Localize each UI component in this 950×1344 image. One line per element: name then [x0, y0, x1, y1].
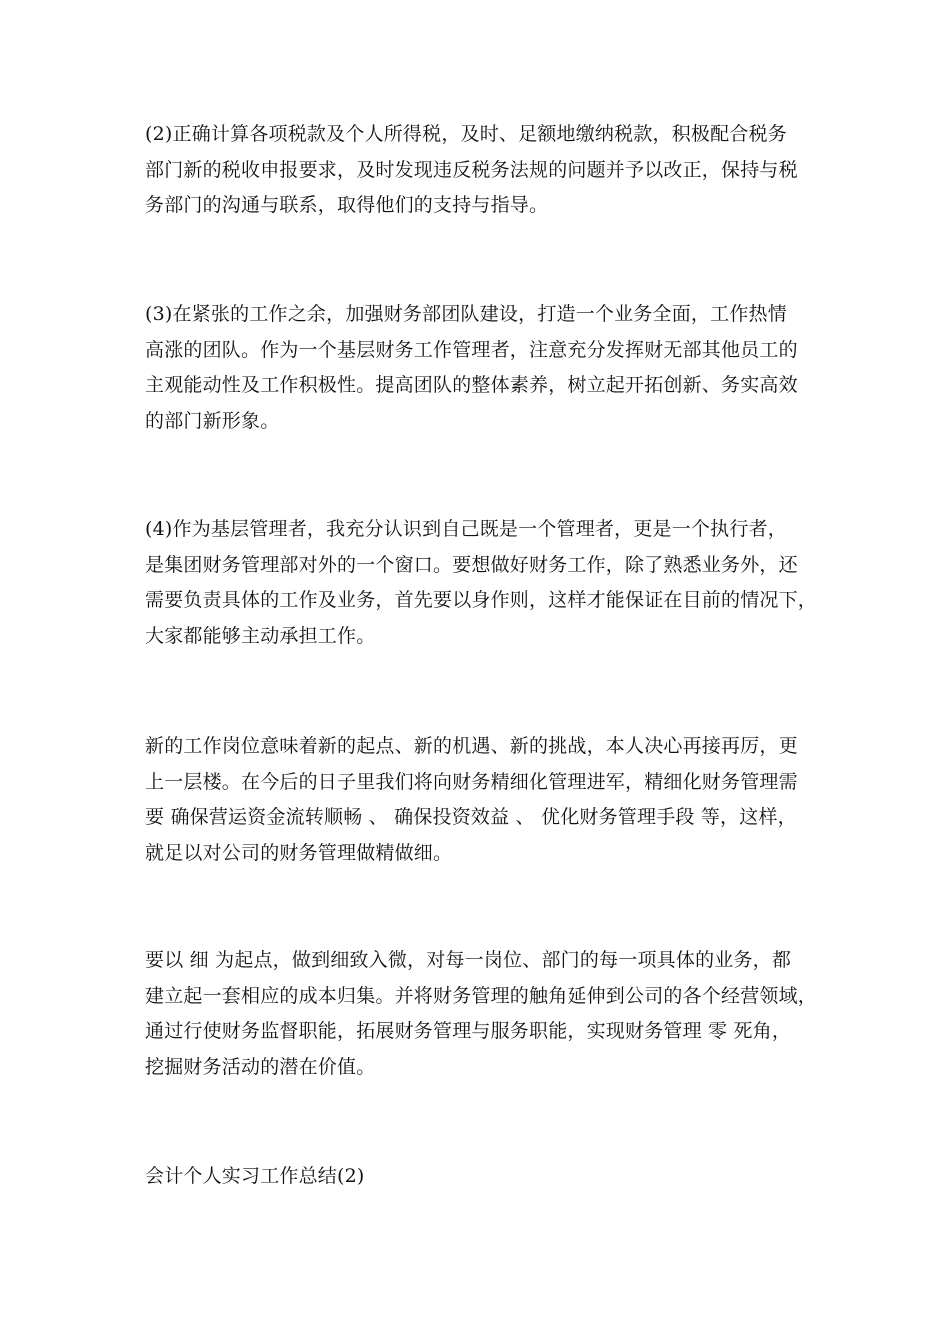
section-heading: [145, 1159, 815, 1195]
text-line: 需要负责具体的工作及业务，首先要以身作则，这样才能保证在目前的情况下，: [145, 589, 818, 611]
paragraph-team-building: [145, 297, 815, 439]
text-line: 务部门的沟通与联系，取得他们的支持与指导。: [145, 194, 549, 216]
text-line: 高涨的团队。作为一个基层财务工作管理者，注意充分发挥财无部其他员工的: [145, 338, 798, 361]
paragraph-new-position: [145, 729, 815, 871]
text-line: 建立起一套相应的成本归集。并将财务管理的触角延伸到公司的各个经营领域，: [145, 984, 818, 1007]
text-line: (2)正确计算各项税款及个人所得税，及时、足额地缴纳税款，积极配合税务: [145, 123, 787, 145]
heading-line: 会计个人实习工作总结(2): [145, 1165, 365, 1187]
text-line: (4)作为基层管理者，我充分认识到自己既是一个管理者，更是一个执行者，: [145, 518, 787, 540]
text-line: 部门新的税收申报要求，及时发现违反税务法规的问题并予以改正，保持与税: [145, 158, 798, 181]
text-line: 大家都能够主动承担工作。: [145, 624, 376, 647]
text-line: 新的工作岗位意味着新的起点、新的机遇、新的挑战，本人决心再接再厉，更: [145, 735, 798, 757]
text-line: 的部门新形象。: [145, 409, 280, 432]
text-line: 上一层楼。在今后的日子里我们将向财务精细化管理进军，精细化财务管理需: [145, 770, 798, 793]
text-line: 要 确保营运资金流转顺畅 、 确保投资效益 、 优化财务管理手段 等，这样，: [145, 806, 797, 828]
text-line: 是集团财务管理部对外的一个窗口。要想做好财务工作，除了熟悉业务外，还: [145, 553, 798, 576]
text-line: (3)在紧张的工作之余，加强财务部团队建设，打造一个业务全面，工作热情: [145, 303, 787, 325]
text-line: 就足以对公司的财务管理做精做细。: [145, 841, 453, 864]
text-line: 主观能动性及工作积极性。提高团队的整体素养，树立起开拓创新、务实高效: [145, 374, 798, 396]
text-line: 挖掘财务活动的潜在价值。: [145, 1055, 376, 1078]
text-line: 要以 细 为起点，做到细致入微，对每一岗位、部门的每一项具体的业务，都: [145, 949, 792, 971]
paragraph-detail-starting-point: [145, 943, 818, 1085]
text-line: 通过行使财务监督职能，拓展财务管理与服务职能，实现财务管理 零 死角，: [145, 1020, 792, 1042]
paragraph-tax-calculation: [145, 117, 815, 224]
paragraph-grassroots-manager: [145, 512, 818, 654]
